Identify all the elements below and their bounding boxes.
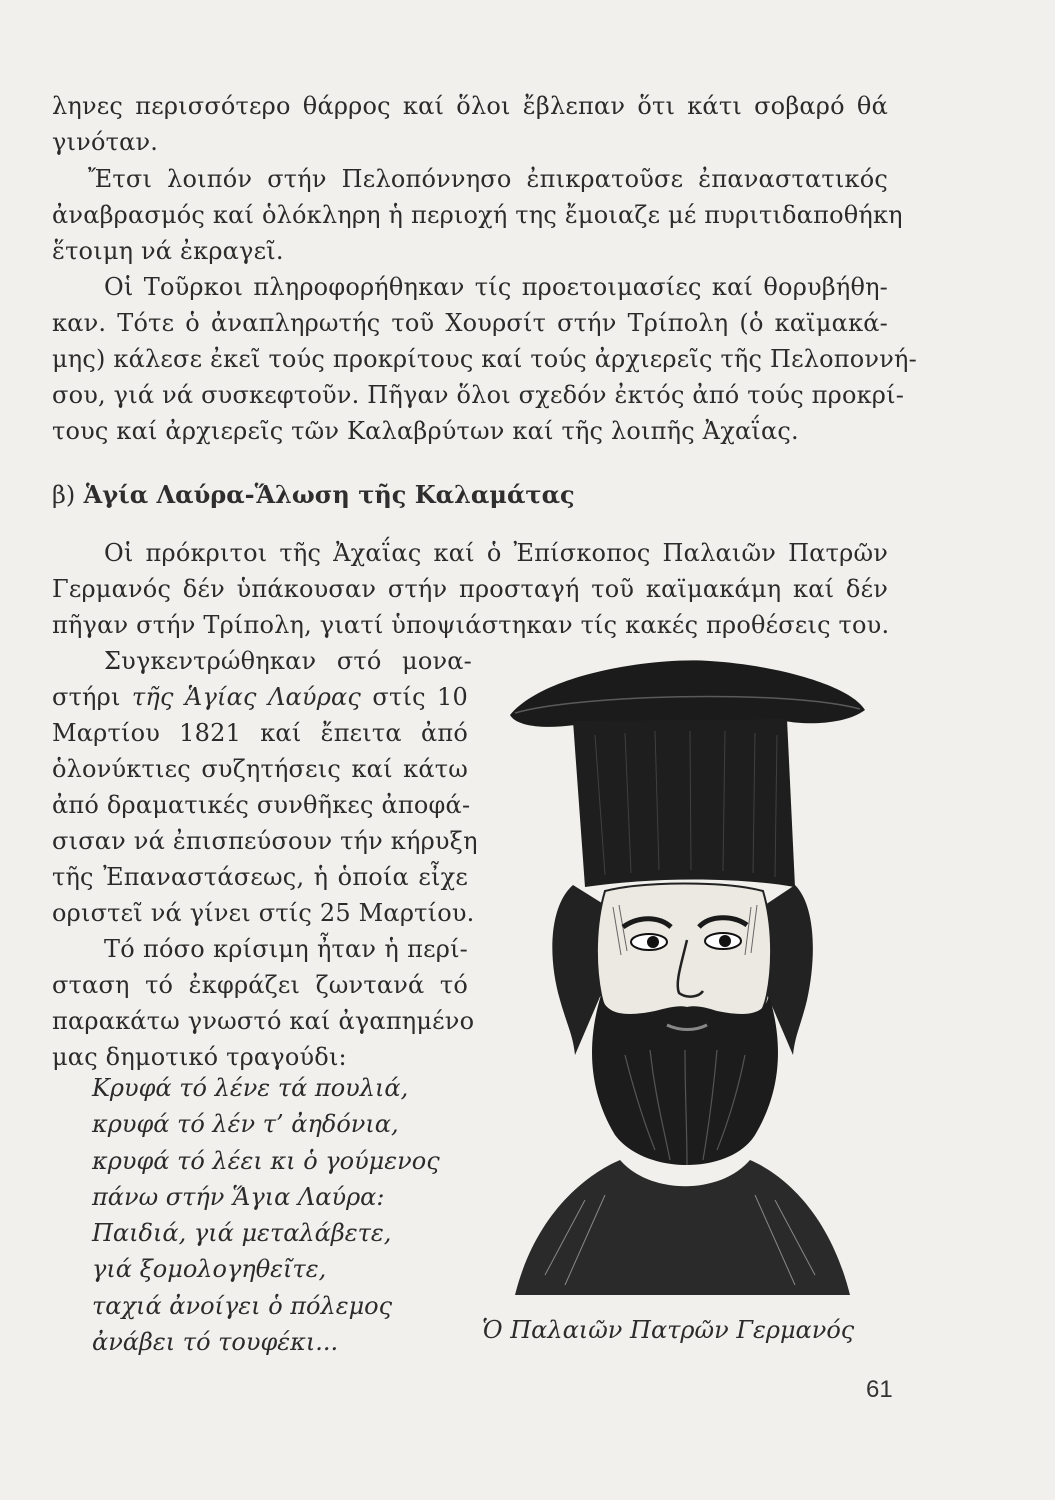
- body-line: καν. Τότε ὁ ἀναπληρωτής τοῦ Χουρσίτ στήν Τρίπολη (ὁ καϊμακά-: [52, 309, 888, 337]
- text-segment: στήρι: [52, 683, 132, 711]
- body-line: σισαν νά ἐπισπεύσουν τήν κήρυξη: [52, 827, 478, 855]
- poem-line: πάνω στήν Ἅγια Λαύρα:: [92, 1182, 385, 1211]
- text-segment: στίς 10: [361, 683, 468, 711]
- body-line: ἀναβρασμός καί ὁλόκληρη ἡ περιοχή της ἔμοιαζε μέ πυριτιδαποθήκη: [52, 201, 903, 229]
- folk-song-poem: [92, 1070, 440, 1360]
- body-line: οριστεῖ νά γίνει στίς 25 Μαρτίου.: [52, 899, 475, 927]
- section-title: Ἁγία Λαύρα-Ἅλωση τῆς Καλαμάτας: [83, 480, 575, 509]
- body-line: παρακάτω γνωστό καί ἀγαπημένο: [52, 1007, 475, 1035]
- portrait-illustration: [455, 655, 905, 1315]
- poem-line: ταχιά ἀνοίγει ὁ πόλεμος: [92, 1291, 393, 1320]
- portrait-caption: Ὁ Παλαιῶν Πατρῶν Γερμανός: [482, 1316, 855, 1344]
- section-heading: [52, 480, 575, 509]
- poem-line: γιά ξομολογηθεῖτε,: [92, 1255, 327, 1284]
- monastery-name: τῆς Ἁγίας Λαύρας: [131, 683, 362, 711]
- poem-line: κρυφά τό λέν τ’ ἀηδόνια,: [92, 1110, 399, 1139]
- body-line: μας δημοτικό τραγούδι:: [52, 1043, 347, 1071]
- body-line: τους καί ἀρχιερεῖς τῶν Καλαβρύτων καί τῆς λοιπῆς Ἀχαΐας.: [52, 417, 799, 445]
- body-line: ὁλονύκτιες συζητήσεις καί κάτω: [52, 755, 468, 783]
- body-line: [52, 679, 468, 715]
- poem-line: Κρυφά τό λένε τά πουλιά,: [92, 1074, 409, 1102]
- page-number: 61: [866, 1376, 893, 1403]
- body-line: Γερμανός δέν ὑπάκουσαν στήν προσταγή τοῦ καϊμακάμη καί δέν: [52, 575, 888, 603]
- body-line: ληνες περισσότερο θάρρος καί ὅλοι ἔβλεπαν ὅτι κάτι σοβαρό θά: [52, 92, 888, 120]
- body-line: Τό πόσο κρίσιμη ἦταν ἡ περί-: [104, 935, 468, 963]
- body-line: σου, γιά νά συσκεφτοῦν. Πῆγαν ὅλοι σχεδόν ἐκτός ἀπό τούς προκρί-: [52, 381, 905, 409]
- poem-line: κρυφά τό λέει κι ὁ γούμενος: [92, 1146, 440, 1175]
- body-line: ἕτοιμη νά ἐκραγεῖ.: [52, 237, 284, 265]
- body-line: σταση τό ἐκφράζει ζωντανά τό: [52, 971, 468, 999]
- body-line: Ἔτσι λοιπόν στήν Πελοπόννησο ἐπικρατοῦσε ἐπαναστατικός: [88, 165, 888, 193]
- body-line: ἀπό δραματικές συνθῆκες ἀποφά-: [52, 791, 471, 819]
- body-line: γινόταν.: [52, 128, 159, 156]
- poem-line: Παιδιά, γιά μεταλάβετε,: [92, 1219, 392, 1248]
- body-line: Οἱ Τοῦρκοι πληροφορήθηκαν τίς προετοιμασίες καί θορυβήθη-: [104, 273, 888, 301]
- body-line: πῆγαν στήν Τρίπολη, γιατί ὑποψιάστηκαν τίς κακές προθέσεις του.: [52, 611, 890, 639]
- section-label: β): [52, 481, 76, 509]
- body-line: Μαρτίου 1821 καί ἔπειτα ἀπό: [52, 719, 468, 747]
- body-line: Συγκεντρώθηκαν στό μονα-: [104, 647, 472, 675]
- body-line: Οἱ πρόκριτοι τῆς Ἀχαΐας καί ὁ Ἐπίσκοπος Παλαιῶν Πατρῶν: [104, 539, 888, 567]
- poem-line: ἀνάβει τό τουφέκι...: [92, 1328, 339, 1357]
- body-line: μης) κάλεσε ἐκεῖ τούς προκρίτους καί τούς ἀρχιερεῖς τῆς Πελοποννή-: [52, 345, 917, 373]
- body-line: τῆς Ἐπαναστάσεως, ἡ ὁποία εἶχε: [52, 863, 468, 891]
